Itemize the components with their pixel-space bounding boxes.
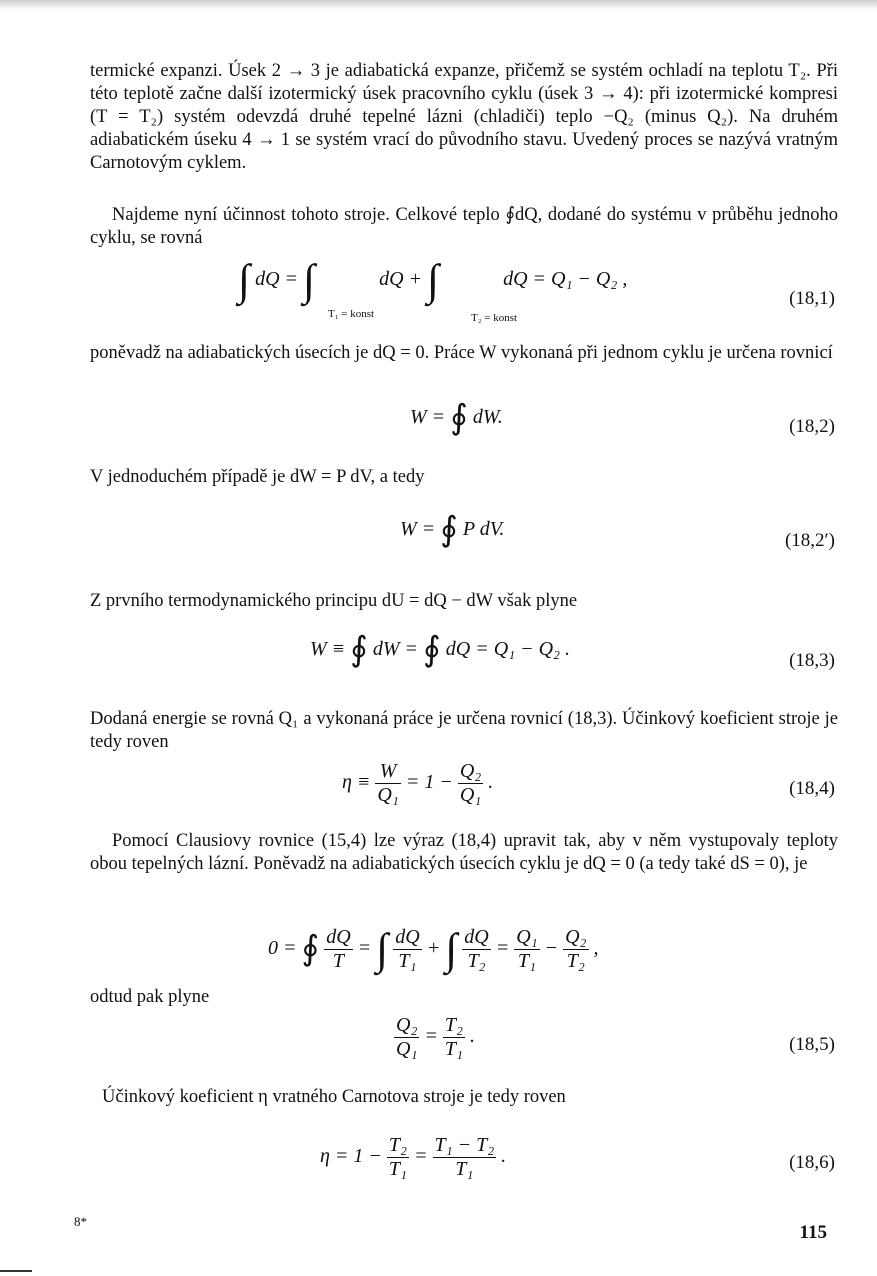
paragraph-efficiency: Dodaná energie se rovná Q₁ a vykonaná práce je určena rovnicí (18,3). Účinkový koeficient stroje je tedy roven [90, 709, 838, 752]
fraction [324, 926, 352, 973]
fraction-numerator: Q₂ [459, 760, 482, 782]
fraction [443, 1014, 465, 1061]
fraction [393, 926, 421, 973]
fraction [563, 926, 588, 973]
equation-rhs: P dV. [462, 518, 505, 540]
equation-number: (18,1) [789, 288, 835, 309]
equals-sign: = [495, 937, 510, 960]
integral-limit: T₂ = konst [471, 312, 518, 324]
fraction [394, 1014, 419, 1061]
contour-integral-sign: ∮ [423, 631, 441, 669]
equation-18-2-prime [0, 511, 877, 562]
paragraph-hence: odtud pak plyne [90, 987, 210, 1007]
equation-18-2 [0, 399, 877, 450]
fraction-denominator: T₁ [444, 1038, 463, 1060]
equation-number: (18,6) [789, 1152, 835, 1173]
equation-number: (18,4) [789, 778, 835, 799]
fraction [387, 1134, 409, 1181]
integral-sign: ∫ [445, 924, 458, 974]
fraction-numerator: dQ [395, 926, 420, 948]
integral-sign: ∫ [376, 924, 389, 974]
equation-number: (18,3) [789, 650, 835, 671]
equation-tail: . [501, 1145, 507, 1168]
equation-lhs: η ≡ [342, 771, 371, 794]
fraction-numerator: Q₂ [396, 1014, 418, 1036]
equation-tail: . [488, 771, 494, 794]
equation-lhs: η = 1 − [320, 1145, 382, 1168]
equation-rhs: dQ = Q₁ − Q₂ , [503, 268, 628, 290]
equation-number: (18,5) [789, 1034, 835, 1055]
equation-lhs: W ≡ [310, 638, 346, 660]
equation-middle: dW = [372, 638, 419, 660]
fraction-denominator: T₁ [388, 1158, 407, 1180]
equation-lhs: dQ = [255, 268, 299, 290]
integral-sign: ∫ [303, 255, 316, 305]
signature-mark: 8* [74, 1214, 87, 1229]
paragraph-work: poněvadž na adiabatických úsecích je dQ = 0. Práce W vykonaná při jednom cyklu je určena rovnicí [90, 343, 833, 363]
plus-sign: + [426, 937, 441, 960]
equation-rhs: dQ = Q₁ − Q₂ . [445, 638, 570, 660]
fraction-numerator: W [375, 760, 400, 784]
paragraph-efficiency-intro: Najdeme nyní účinnost tohoto stroje. Celkové teplo ∮dQ, dodané do systému v průběhu jednoho cyklu, se rovná [90, 205, 838, 248]
page-number: 115 [799, 1222, 827, 1243]
equation-number: (18,2′) [784, 530, 835, 551]
equation-tail: , [593, 937, 599, 960]
fraction-denominator: Q₁ [377, 784, 399, 806]
contour-integral-sign: ∮ [350, 631, 368, 669]
integral-sign: ∫ [427, 255, 440, 305]
page-edge-line [0, 1270, 32, 1272]
paragraph-clausius: Pomocí Clausiovy rovnice (15,4) lze výraz (18,4) upravit tak, aby v něm vystupovaly teploty obou tepelných lázní. Poněvadž na adiabatických úsecích cyklu je dQ = 0 (a tedy také dS = 0), je [90, 831, 838, 874]
integral-sign: ∫ [238, 255, 251, 305]
fraction [514, 926, 539, 973]
fraction-numerator: Q₁ [516, 926, 538, 948]
equation-lhs: W = [410, 406, 446, 428]
equation-clausius [0, 926, 877, 986]
fraction-numerator: Q₂ [565, 926, 587, 948]
fraction-denominator: T [332, 950, 344, 972]
equation-middle: dQ + [379, 268, 423, 290]
equation-lhs: W = [400, 518, 436, 540]
fraction-denominator: Q₁ [396, 1038, 418, 1060]
fraction-denominator: T₁ [455, 1158, 474, 1180]
contour-integral-sign: ∮ [301, 930, 320, 968]
fraction-denominator: T₁ [398, 950, 417, 972]
paragraph-carnot-efficiency: Účinkový koeficient η vratného Carnotova stroje je tedy roven [102, 1087, 566, 1107]
fraction-denominator: Q₁ [459, 784, 482, 806]
fraction [462, 926, 490, 973]
paragraph-simple-case: V jednoduchém případě je dW = P dV, a tedy [90, 467, 425, 487]
equals-sign: = [424, 1025, 438, 1048]
equation-18-4 [0, 760, 877, 816]
fraction [433, 1134, 497, 1181]
equals-sign: = [414, 1145, 428, 1168]
equation-18-6 [0, 1134, 877, 1194]
contour-integral-sign: ∮ [440, 511, 458, 549]
minus-sign: − [544, 937, 559, 960]
fraction-denominator: T₂ [467, 950, 486, 972]
equals-sign: = [357, 937, 372, 960]
equation-tail: . [469, 1025, 475, 1048]
paragraph-first-law: Z prvního termodynamického principu dU = dQ − dW však plyne [90, 591, 578, 611]
contour-integral-sign: ∮ [450, 399, 468, 437]
fraction-numerator: dQ [464, 926, 489, 948]
fraction-numerator: T₁ − T₂ [434, 1134, 495, 1156]
equation-number: (18,2) [789, 416, 835, 437]
fraction-numerator: dQ [326, 926, 351, 948]
equation-18-5 [0, 1014, 877, 1074]
equation-lhs: 0 = [268, 937, 297, 960]
fraction-denominator: T₁ [517, 950, 536, 972]
integral-limit: T₁ = konst [328, 308, 375, 320]
equation-18-3 [0, 631, 877, 682]
fraction [458, 760, 483, 807]
fraction-numerator: T₂ [388, 1134, 407, 1156]
equation-rhs: dW. [472, 406, 503, 428]
fraction-numerator: T₂ [444, 1014, 463, 1036]
fraction [375, 760, 400, 807]
paragraph-carnot-cycle: termické expanzi. Úsek 2 → 3 je adiabatická expanze, přičemž se systém ochladí na teplotu T₂. Při této teplotě začne další izotermický úsek pracovního cyklu (úsek 3 → 4): při izotermické kompresi (T = T₂) systém odevzdá druhé tepelné lázni (chladiči) teplo −Q₂ (minus Q₂). Na druhém adiabatickém úseku 4 → 1 se systém vrací do původního stavu. Uvedený proces se nazývá vratným Carnotovým cyklem. [90, 61, 838, 173]
equation-middle: = 1 − [405, 771, 453, 794]
fraction-denominator: T₂ [566, 950, 585, 972]
equation-18-1 [0, 255, 877, 328]
